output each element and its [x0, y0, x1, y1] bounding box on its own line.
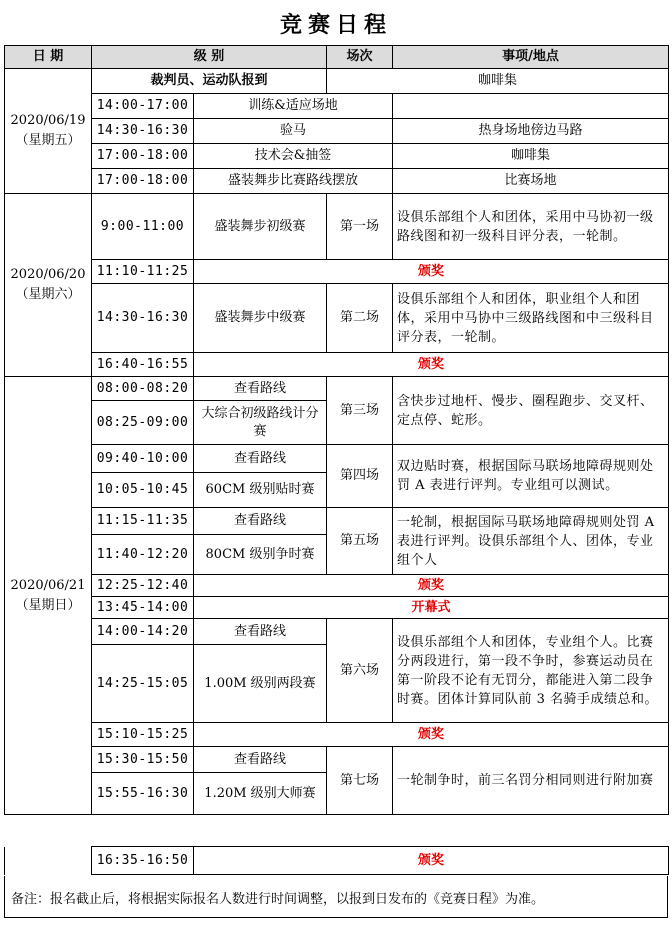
- table-row: [5, 723, 669, 747]
- award-cell: 颁奖: [194, 723, 669, 747]
- item-cell: 双边贴时赛，根据国际马联场地障碍规则处罚 A 表进行评判。专业组可以测试。: [393, 445, 669, 508]
- footnote: 备注：报名截止后，将根据实际报名人数进行时间调整，以报到日发布的《竞赛日程》为准。: [4, 876, 668, 918]
- table-row: [5, 445, 669, 473]
- level-cell: 盛装舞步初级赛: [194, 194, 327, 260]
- table-row: [5, 284, 669, 353]
- award-cell: 颁奖: [194, 575, 669, 597]
- time-cell: 08:25-09:00: [92, 401, 194, 445]
- round-cell: 第五场: [327, 508, 393, 575]
- date-cell: 2020/06/21（星期日）: [5, 377, 92, 815]
- table-row: [5, 377, 669, 401]
- item-cell: 一轮制，根据国际马联场地障碍规则处罚 A 表进行评判。设俱乐部组个人、团体，专业组个人: [393, 508, 669, 575]
- award-cell: 颁奖: [194, 260, 669, 284]
- table-row: [5, 619, 669, 645]
- item-cell: 设俱乐部组个人和团体，职业组个人和团体，采用中马协中三级路线图和中三级科目评分表，一轮制。: [393, 284, 669, 353]
- item-cell: 比赛场地: [393, 169, 669, 194]
- item-cell: 设俱乐部组个人和团体，采用中马协初一级路线图和初一级科目评分表，一轮制。: [393, 194, 669, 260]
- table-row: [5, 144, 669, 169]
- table-row: [5, 194, 669, 260]
- item-cell: 一轮制争时，前三名罚分相同则进行附加赛: [393, 747, 669, 815]
- item-cell: 热身场地傍边马路: [393, 119, 669, 144]
- time-cell: 16:40-16:55: [92, 353, 194, 377]
- time-cell: 14:00-17:00: [92, 94, 194, 119]
- round-cell: 第一场: [327, 194, 393, 260]
- award-cell: 颁奖: [194, 847, 669, 875]
- continuation-table: [4, 846, 669, 875]
- round-cell: 第六场: [327, 619, 393, 723]
- header-round: 场次: [327, 46, 393, 69]
- time-cell: 10:05-10:45: [92, 473, 194, 508]
- date-cell: 2020/06/20（星期六）: [5, 194, 92, 377]
- item-cell: 咖啡集: [327, 69, 669, 94]
- table-row: [5, 260, 669, 284]
- time-cell: 11:10-11:25: [92, 260, 194, 284]
- level-cell: 技术会&抽签: [194, 144, 393, 169]
- header-level: 级 别: [92, 46, 327, 69]
- opening-ceremony-cell: 开幕式: [194, 597, 669, 619]
- item-cell: 含快步过地杆、慢步、圈程跑步、交叉杆、定点停、蛇形。: [393, 377, 669, 445]
- time-cell: 9:00-11:00: [92, 194, 194, 260]
- table-row: [5, 508, 669, 535]
- level-cell: 查看路线: [194, 445, 327, 473]
- time-cell: 14:30-16:30: [92, 119, 194, 144]
- item-cell: 设俱乐部组个人和团体，专业组个人。比赛分两段进行，第一段不争时，参赛运动员在第一阶段不论有无罚分，都能进入第二段争时赛。团体计算同队前 3 名骑手成绩总和。: [393, 619, 669, 723]
- time-cell: 09:40-10:00: [92, 445, 194, 473]
- time-cell: 17:00-18:00: [92, 144, 194, 169]
- time-cell: 12:25-12:40: [92, 575, 194, 597]
- time-cell: 13:45-14:00: [92, 597, 194, 619]
- round-cell: 第四场: [327, 445, 393, 508]
- time-cell: 11:15-11:35: [92, 508, 194, 535]
- time-cell: 17:00-18:00: [92, 169, 194, 194]
- time-cell: 16:35-16:50: [92, 847, 194, 875]
- level-cell: 查看路线: [194, 619, 327, 645]
- header-date: 日 期: [5, 46, 92, 69]
- time-cell: 14:30-16:30: [92, 284, 194, 353]
- level-cell: 查看路线: [194, 747, 327, 773]
- level-cell: 80CM 级别争时赛: [194, 535, 327, 575]
- level-cell: 验马: [194, 119, 393, 144]
- date-cell: 2020/06/19（星期五）: [5, 69, 92, 194]
- round-cell: 第七场: [327, 747, 393, 815]
- header-row: [5, 46, 669, 69]
- table-row: [5, 597, 669, 619]
- award-cell: 颁奖: [194, 353, 669, 377]
- level-cell: 训练&适应场地: [194, 94, 393, 119]
- table-row: [5, 169, 669, 194]
- time-cell: 15:10-15:25: [92, 723, 194, 747]
- round-cell: 第二场: [327, 284, 393, 353]
- level-cell: 盛装舞步比赛路线摆放: [194, 169, 393, 194]
- schedule-table: [4, 45, 669, 815]
- time-cell: 11:40-12:20: [92, 535, 194, 575]
- item-cell: 咖啡集: [393, 144, 669, 169]
- level-cell: 查看路线: [194, 377, 327, 401]
- page-title: 竞赛日程: [279, 12, 392, 38]
- level-cell: 1.20M 级别大师赛: [194, 773, 327, 815]
- table-row: [5, 847, 669, 875]
- table-row: [5, 69, 669, 94]
- table-row: [5, 575, 669, 597]
- date-cell-continued: [5, 847, 92, 875]
- level-cell: 60CM 级别贴时赛: [194, 473, 327, 508]
- time-cell: 15:30-15:50: [92, 747, 194, 773]
- time-cell: 08:00-08:20: [92, 377, 194, 401]
- table-row: [5, 119, 669, 144]
- table-row: [5, 747, 669, 773]
- level-cell: 裁判员、运动队报到: [92, 69, 327, 94]
- time-cell: 14:00-14:20: [92, 619, 194, 645]
- time-cell: 15:55-16:30: [92, 773, 194, 815]
- item-cell: [393, 94, 669, 119]
- header-item: 事项/地点: [393, 46, 669, 69]
- level-cell: 查看路线: [194, 508, 327, 535]
- table-row: [5, 94, 669, 119]
- table-row: [5, 353, 669, 377]
- level-cell: 大综合初级路线计分赛: [194, 401, 327, 445]
- round-cell: 第三场: [327, 377, 393, 445]
- level-cell: 盛装舞步中级赛: [194, 284, 327, 353]
- level-cell: 1.00M 级别两段赛: [194, 645, 327, 723]
- time-cell: 14:25-15:05: [92, 645, 194, 723]
